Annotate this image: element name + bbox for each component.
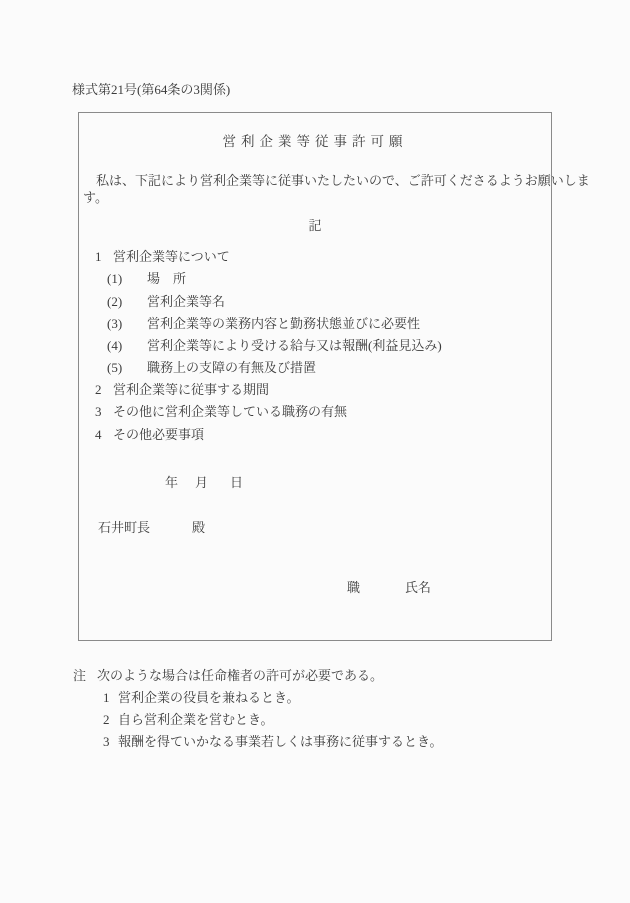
- note-item: [0, 691, 630, 705]
- form-number: 様式第21号(第64条の3関係): [72, 82, 231, 97]
- list-sub-item: [79, 361, 551, 375]
- list-item-label: 営利企業等について: [113, 249, 230, 264]
- list-item-label: 場 所: [147, 271, 187, 286]
- note-item-text: 報酬を得ていかなる事業若しくは事務に従事するとき。: [118, 734, 443, 749]
- list-item-label: 職務上の支障の有無及び措置: [147, 360, 317, 375]
- list-item-label: その他必要事項: [113, 427, 205, 442]
- note-item-number: 3: [103, 734, 110, 749]
- notes-heading: [0, 669, 630, 683]
- note-item-number: 1: [103, 690, 110, 705]
- body-paragraph-line-1: 私は、下記により営利企業等に従事いたしたいので、ご許可くださるようお願いしま: [83, 173, 590, 188]
- list-item-number: (1): [107, 271, 123, 286]
- list-sub-item: [79, 317, 551, 331]
- list-item: [79, 405, 551, 419]
- honorific-label: 殿: [192, 520, 206, 535]
- form-border-box: [78, 112, 590, 641]
- list-item-number: (5): [107, 360, 123, 375]
- list-sub-item: [79, 272, 551, 286]
- list-item-label: 営利企業等に従事する期間: [113, 382, 270, 397]
- list-item-number: (2): [107, 294, 123, 309]
- note-item: [0, 713, 630, 727]
- list-item-label: 営利企業等により受ける給与又は報酬(利益見込み): [147, 338, 442, 353]
- list-item-number: (4): [107, 338, 123, 353]
- list-item-number: (3): [107, 316, 123, 331]
- body-paragraph-line-2: す。: [83, 190, 108, 205]
- addressee-line: [79, 521, 551, 535]
- list-sub-item: [79, 295, 551, 309]
- list-item-number: 2: [95, 382, 102, 397]
- list-item-label: 営利企業等名: [147, 294, 226, 309]
- date-line: [79, 476, 551, 490]
- position-label: 職: [347, 580, 361, 595]
- record-heading: 記: [308, 218, 322, 233]
- note-item: [0, 735, 630, 749]
- signature-line: [79, 581, 551, 595]
- note-item-text: 自ら営利企業を営むとき。: [118, 712, 274, 727]
- note-item-number: 2: [103, 712, 110, 727]
- day-label: 日: [230, 475, 244, 490]
- month-label: 月: [195, 475, 209, 490]
- list-item: [79, 428, 551, 442]
- list-item-number: 3: [95, 404, 102, 419]
- list-item-label: 営利企業等の業務内容と勤務状態並びに必要性: [147, 316, 421, 331]
- addressee-name: 石井町長: [98, 520, 151, 535]
- list-item: [79, 383, 551, 397]
- name-label: 氏名: [405, 580, 432, 595]
- list-item-number: 4: [95, 427, 102, 442]
- list-item-label: その他に営利企業等している職務の有無: [113, 404, 348, 419]
- note-item-text: 営利企業の役員を兼ねるとき。: [118, 690, 300, 705]
- year-label: 年: [165, 475, 179, 490]
- form-title: 営利企業等従事許可願: [222, 134, 408, 149]
- notes-heading-text: 次のような場合は任命権者の許可が必要である。: [97, 668, 384, 683]
- list-item-number: 1: [95, 249, 102, 264]
- note-marker: 注: [73, 668, 87, 683]
- list-item: [79, 250, 551, 264]
- list-sub-item: [79, 339, 551, 353]
